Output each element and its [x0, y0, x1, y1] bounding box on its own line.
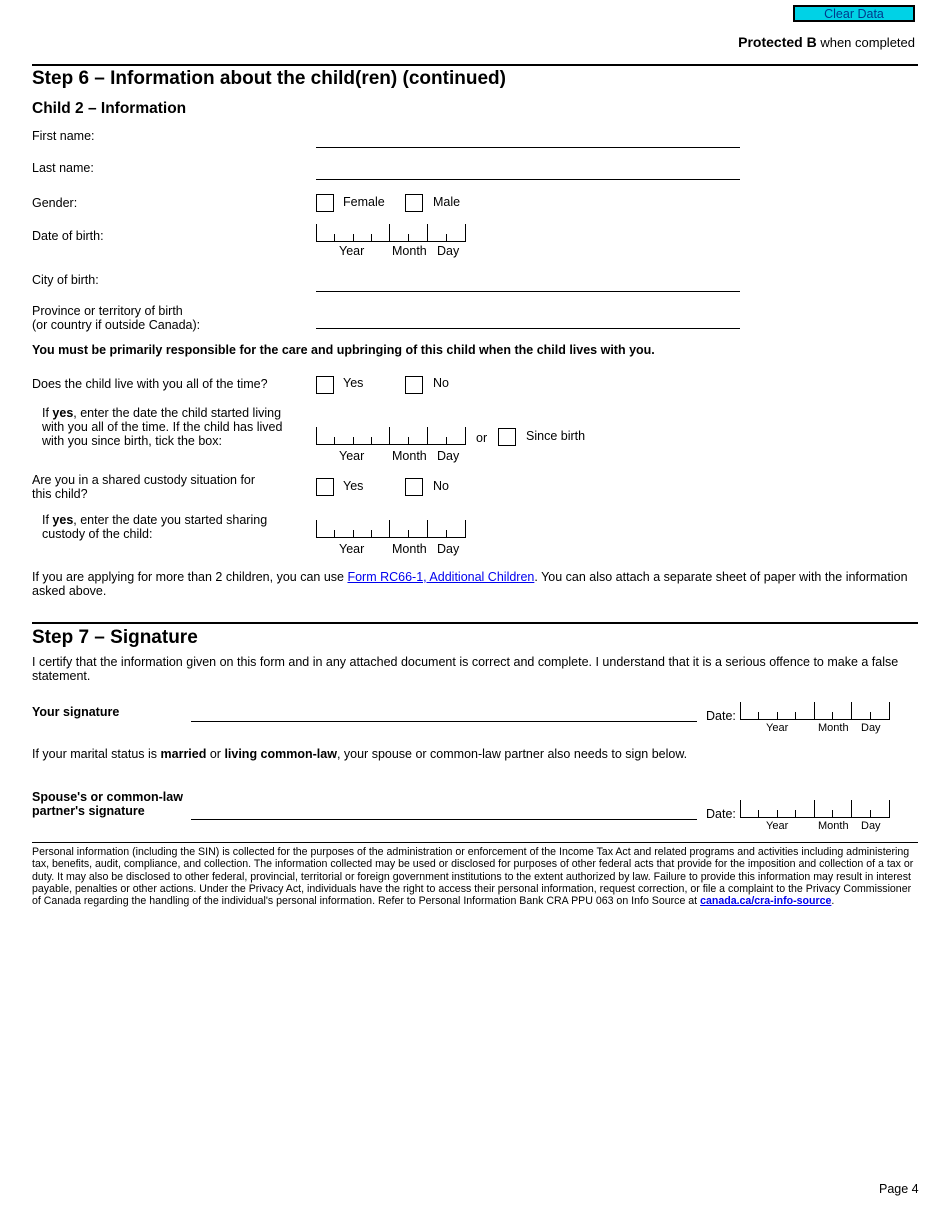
comb-tick [408, 437, 409, 445]
clear-data-button[interactable]: Clear Data [793, 5, 915, 22]
gender-female-label: Female [343, 195, 385, 209]
comb-tick [446, 437, 447, 445]
shared-custody-no-label: No [433, 479, 449, 493]
live-with-date-field[interactable] [316, 427, 466, 445]
comb-tick [408, 234, 409, 242]
comb-tick [795, 810, 796, 818]
comb-tick [446, 530, 447, 538]
live-with-question: Does the child live with you all of the time? [32, 377, 268, 391]
comb-tick [795, 712, 796, 720]
dob-label: Date of birth: [32, 229, 104, 243]
first-name-field[interactable] [316, 147, 740, 148]
comb-tick [353, 437, 354, 445]
spouse-signature-date-field[interactable] [740, 800, 890, 818]
comb-tick [371, 234, 372, 242]
your-signature-date-field[interactable] [740, 702, 890, 720]
last-name-label: Last name: [32, 161, 94, 175]
comb-divider [465, 224, 466, 242]
comb-tick [334, 437, 335, 445]
comb-tick [446, 234, 447, 242]
spouse-date-label: Date: [706, 807, 736, 821]
city-field[interactable] [316, 291, 740, 292]
live-with-year-label: Year [339, 449, 365, 463]
form-rc66-1-link[interactable]: Form RC66-1, Additional Children [347, 570, 535, 584]
comb-divider [427, 224, 428, 242]
section-divider [32, 64, 918, 66]
comb-tick [777, 712, 778, 720]
protected-b-notice: Protected B when completed [738, 34, 915, 50]
comb-divider [740, 800, 741, 818]
comb-tick [777, 810, 778, 818]
or-label: or [476, 431, 488, 445]
gender-male-checkbox[interactable] [405, 194, 423, 212]
comb-divider [889, 702, 890, 720]
gender-female-checkbox[interactable] [316, 194, 334, 212]
your-signature-field[interactable] [191, 721, 697, 722]
comb-divider [316, 224, 317, 242]
spouse-sig-month-label: Month [818, 820, 849, 832]
comb-divider [851, 702, 852, 720]
city-label: City of birth: [32, 273, 99, 287]
province-label: Province or territory of birth (or country if outside Canada): [32, 304, 201, 332]
comb-divider [851, 800, 852, 818]
your-signature-label: Your signature [32, 705, 120, 719]
shared-custody-no-checkbox[interactable] [405, 478, 423, 496]
live-with-month-label: Month [392, 449, 427, 463]
spouse-sig-year-label: Year [766, 820, 789, 832]
comb-divider [814, 702, 815, 720]
dob-year-label: Year [339, 244, 365, 258]
comb-divider [316, 520, 317, 538]
privacy-divider [32, 842, 918, 843]
live-with-no-checkbox[interactable] [405, 376, 423, 394]
shared-custody-date-instructions: If yes, enter the date you started sharing custody of the child: [42, 513, 268, 541]
section-divider [32, 622, 918, 624]
comb-divider [740, 702, 741, 720]
live-with-day-label: Day [437, 449, 460, 463]
last-name-field[interactable] [316, 179, 740, 180]
live-with-date-instructions: If yes, enter the date the child started living with you all of the time. If the child has lived with you since birth, tick the box: [42, 406, 283, 448]
more-children-note: If you are applying for more than 2 children, you can use Form RC66-1, Additional Children. You can also attach a separate sheet of paper with the information asked above. [32, 570, 908, 598]
comb-divider [465, 427, 466, 445]
spouse-signature-field[interactable] [191, 819, 697, 820]
comb-divider [389, 427, 390, 445]
since-birth-label: Since birth [526, 429, 586, 443]
comb-divider [889, 800, 890, 818]
live-with-yes-label: Yes [343, 376, 364, 390]
shared-custody-yes-checkbox[interactable] [316, 478, 334, 496]
your-date-label: Date: [706, 709, 736, 723]
comb-divider [427, 427, 428, 445]
comb-divider [814, 800, 815, 818]
shared-custody-question: Are you in a shared custody situation for this child? [32, 473, 256, 501]
shared-custody-year-label: Year [339, 542, 365, 556]
comb-baseline [740, 719, 890, 720]
marital-status-note: If your marital status is married or living common-law, your spouse or common-law partner also needs to sign below. [32, 747, 688, 761]
your-sig-month-label: Month [818, 722, 849, 734]
shared-custody-yes-label: Yes [343, 479, 364, 493]
spouse-signature-label: Spouse's or common-law partner's signature [32, 790, 183, 818]
live-with-yes-checkbox[interactable] [316, 376, 334, 394]
comb-tick [353, 530, 354, 538]
step7-title: Step 7 – Signature [32, 627, 198, 648]
comb-tick [334, 530, 335, 538]
dob-month-label: Month [392, 244, 427, 258]
comb-baseline [740, 817, 890, 818]
dob-day-label: Day [437, 244, 460, 258]
comb-tick [832, 810, 833, 818]
responsibility-note: You must be primarily responsible for the care and upbringing of this child when the child lives with you. [32, 343, 655, 357]
comb-divider [389, 520, 390, 538]
child2-subtitle: Child 2 – Information [32, 100, 187, 117]
comb-divider [427, 520, 428, 538]
comb-divider [389, 224, 390, 242]
comb-baseline [316, 537, 466, 538]
comb-baseline [316, 444, 466, 445]
your-sig-day-label: Day [861, 722, 881, 734]
comb-baseline [316, 241, 466, 242]
shared-custody-day-label: Day [437, 542, 460, 556]
live-with-no-label: No [433, 376, 449, 390]
comb-tick [353, 234, 354, 242]
gender-male-label: Male [433, 195, 461, 209]
shared-custody-date-field[interactable] [316, 520, 466, 538]
privacy-statement: Personal information (including the SIN) is collected for the purposes of the administration or enforcement of the Income Tax Act and related programs and activities including administering tax, benefits, audit, compliance, and collection. The information collected may be used or disclosed for purposes of other federal acts that provide for the imposition and collection of a tax or duty. It may also be disclosed to other federal, provincial, territorial or foreign government institutions to the extent authorized by law. Failure to provide this information may result in interest payable, penalties or other actions. Under the Privacy Act, individuals have the right to access their personal information, request correction, or file a complaint to the Privacy Commissioner of Canada regarding the handling of the individual's personal information. Refer to Personal Information Bank CRA PPU 063 on Info Source at canada.ca/cra-info-source. [32, 846, 914, 908]
gender-label: Gender: [32, 196, 78, 210]
comb-tick [870, 712, 871, 720]
comb-tick [832, 712, 833, 720]
step6-title: Step 6 – Information about the child(ren) (continued) [32, 68, 506, 89]
comb-tick [371, 530, 372, 538]
comb-tick [334, 234, 335, 242]
page-number: Page 4 [879, 1182, 919, 1196]
comb-tick [408, 530, 409, 538]
spouse-sig-day-label: Day [861, 820, 881, 832]
comb-divider [316, 427, 317, 445]
comb-tick [758, 810, 759, 818]
since-birth-checkbox[interactable] [498, 428, 516, 446]
first-name-label: First name: [32, 129, 95, 143]
province-field[interactable] [316, 328, 740, 329]
shared-custody-month-label: Month [392, 542, 427, 556]
comb-divider [465, 520, 466, 538]
comb-tick [870, 810, 871, 818]
comb-tick [371, 437, 372, 445]
your-sig-year-label: Year [766, 722, 789, 734]
dob-date-field[interactable] [316, 224, 466, 242]
comb-tick [758, 712, 759, 720]
cra-info-source-link[interactable]: canada.ca/cra-info-source [700, 895, 832, 908]
certify-statement: I certify that the information given on this form and in any attached document is correct and complete. I understand that it is a serious offence to make a false statement. [32, 655, 899, 683]
